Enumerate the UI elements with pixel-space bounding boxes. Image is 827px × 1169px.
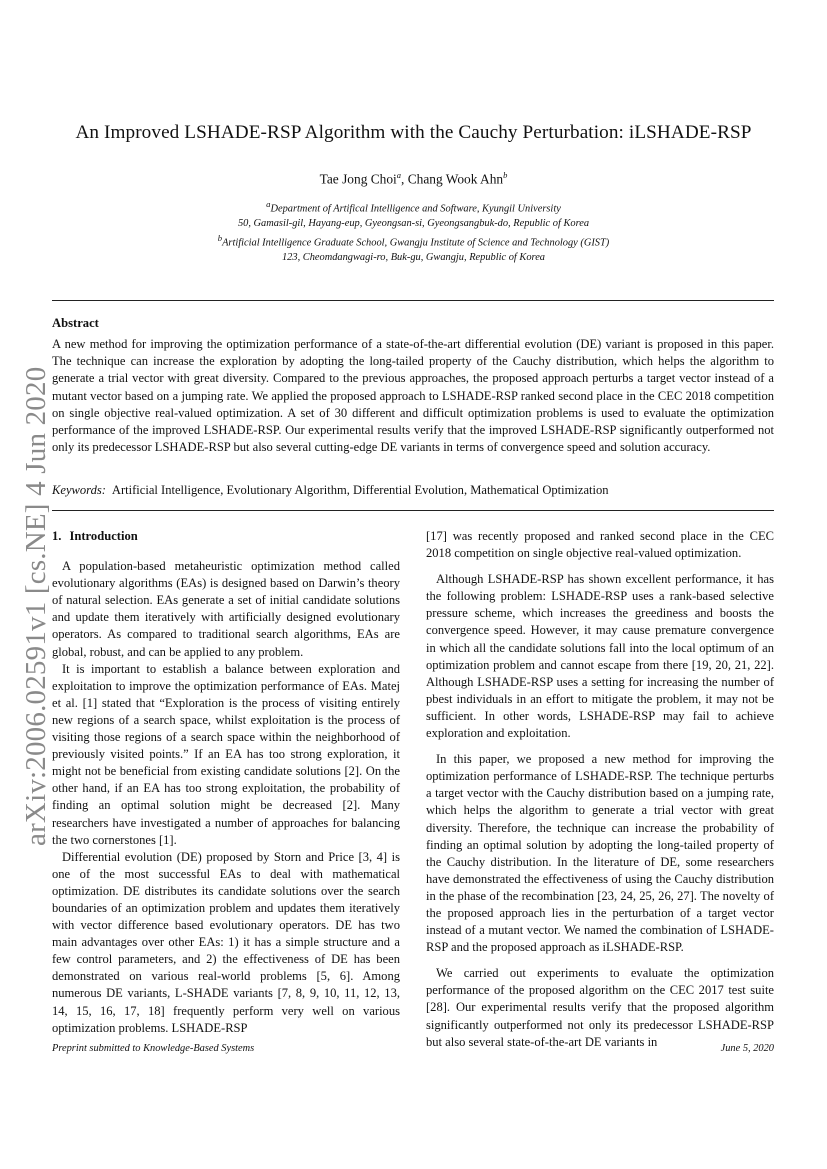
author-separator: ,	[401, 171, 408, 187]
paragraph: [17] was recently proposed and ranked second place in the CEC 2018 competition on single objective real-valued optimization.	[426, 529, 774, 561]
author-list	[0, 170, 827, 187]
keywords	[52, 482, 774, 499]
affiliation-line	[0, 231, 827, 251]
paragraph: Differential evolution (DE) proposed by Storn and Price [3, 4] is one of the most successful EAs to deal with mathematical optimization. DE distributes its candidate solutions over the search boundaries of an optimization problem and updates them iteratively with vector difference based evolutionary operators. DE has two main advantages over other EAs: 1) it has a simple structure and a few control parameters, and 2) the effectiveness of DE has been demonstrated on various real-world problems [5, 6]. Among numerous DE variants, L-SHADE variants [7, 8, 9, 10, 11, 12, 13, 14, 15, 16, 17, 18] frequently perform very well on various optimization problems. LSHADE-RSP	[52, 849, 400, 1035]
footer-date: June 5, 2020	[720, 1043, 774, 1054]
divider-top	[52, 300, 774, 301]
section-heading	[52, 528, 400, 545]
left-column	[52, 528, 400, 1037]
paragraph: In this paper, we proposed a new method for improving the optimization performance of LSHADE-RSP. The technique perturbs a target vector with the Cauchy distribution based on a jumping rate, which helps the algorithm to generate a trial vector with great diversity. Therefore, the technique can increase the probability of finding an optimal solution by adopting the long-tailed property of the Cauchy distribution. In the literature of DE, some researchers have demonstrated the effectiveness of using the Cauchy distribution in the phase of the recombination [23, 24, 25, 26, 27]. The novelty of the proposed approach lies in the perturbation of a target vector instead of a mutant vector. We named the combination of LSHADE-RSP and the proposed approach as iLSHADE-RSP.	[426, 752, 774, 955]
abstract-text: A new method for improving the optimization performance of a state-of-the-art differential evolution (DE) variant is proposed in this paper. The technique can increase the exploration by adopting the long-tailed property of the Cauchy distribution, which helps the algorithm to generate a trial vector with great diversity. Compared to the previous approaches, the proposed approach perturbs a target vector instead of a mutant vector based on a jumping rate. We applied the proposed approach to LSHADE-RSP ranked second place in the CEC 2018 competition on single objective real-valued optimization. A set of 30 different and difficult optimization problems is used to evaluate the optimization performance of the improved LSHADE-RSP. Our experimental results verify that the improved LSHADE-RSP significantly outperformed not only its predecessor LSHADE-RSP but also several cutting-edge DE variants in terms of convergence speed and solution accuracy.	[52, 337, 774, 455]
author-affil-marker: a	[396, 170, 402, 180]
affiliation-text: Department of Artifical Intelligence and Software, Kyungil University	[270, 203, 561, 215]
paragraph: We carried out experiments to evaluate the optimization performance of the proposed algorithm on the CEC 2017 test suite [28]. Our experimental results verify that the proposed algorithm significantly outperformed not only its predecessor LSHADE-RSP but also several state-of-the-art DE variants in	[426, 966, 774, 1049]
right-column	[426, 528, 774, 1051]
affiliation-address: 123, Cheomdangwagi-ro, Buk-gu, Gwangju, Republic of Korea	[281, 251, 545, 263]
abstract-heading: Abstract	[52, 316, 99, 330]
author-affil-marker: b	[503, 170, 508, 180]
paragraph: Although LSHADE-RSP has shown excellent performance, it has the following problem: LSHADE-RSP uses a rank-based selective pressure scheme, which increases the greediness and boosts the convergence speed. However, it may cause premature convergence in which all the candidate solutions fall into the local optimum of an optimization problem and cannot escape from there [19, 20, 21, 22]. Although LSHADE-RSP uses a setting for increasing the number of pbest individuals in an effort to mitigate the problem, it may not be sufficient. In other words, LSHADE-RSP may fail to achieve exploration and exploitation.	[426, 572, 774, 741]
section-title: Introduction	[69, 529, 138, 543]
divider-bottom	[52, 510, 774, 511]
affiliation-line	[0, 197, 827, 217]
keywords-text: Artificial Intelligence, Evolutionary Algorithm, Differential Evolution, Mathematical Optimization	[111, 483, 609, 497]
arxiv-identifier: arXiv:2006.02591v1 [cs.NE] 4 Jun 2020	[20, 366, 52, 846]
affiliations	[0, 197, 827, 265]
author-name: Tae Jong Choi	[319, 171, 397, 187]
paragraph: A population-based metaheuristic optimization method called evolutionary algorithms (EAs) is designed based on Darwin’s theory of natural selection. EAs generate a set of initial candidate solutions and update them iteratively with artificially designed evolutionary operators. As compared to traditional search algorithms, EAs are global, robust, and can be applied to any problem.	[52, 559, 400, 659]
section-number: 1.	[52, 529, 62, 543]
keywords-label: Keywords:	[52, 483, 106, 497]
affiliation-marker: b	[217, 233, 223, 244]
paragraph: It is important to establish a balance between exploration and exploitation to improve the optimization performance of EAs. Matej et al. [1] stated that “Exploration is the process of visiting entirely new regions of a search space, whilst exploitation is the process of visiting those regions of a search space within the neighborhood of previously visited points.” If an EA has too strong exploration, it might not be beneficial from existing candidate solutions [2]. On the other hand, if an EA has too strong exploitation, the probability of finding an optimal solution might be decreased [2]. Many researchers have investigated a number of approaches for balancing the two cornerstones [1].	[52, 661, 400, 847]
footer-journal: Preprint submitted to Knowledge-Based Systems	[52, 1043, 255, 1054]
affiliation-address: 50, Gamasil-gil, Hayang-eup, Gyeongsan-si, Gyeongsangbuk-do, Republic of Korea	[237, 217, 590, 229]
paper-title: An Improved LSHADE-RSP Algorithm with the Cauchy Perturbation: iLSHADE-RSP	[75, 122, 752, 143]
affiliation-text: Artificial Intelligence Graduate School, Gwangju Institute of Science and Technology (GIST)	[222, 237, 610, 249]
author-name: Chang Wook Ahn	[407, 171, 504, 187]
affiliation-marker: a	[266, 199, 271, 209]
arxiv-stamp	[16, 366, 56, 846]
